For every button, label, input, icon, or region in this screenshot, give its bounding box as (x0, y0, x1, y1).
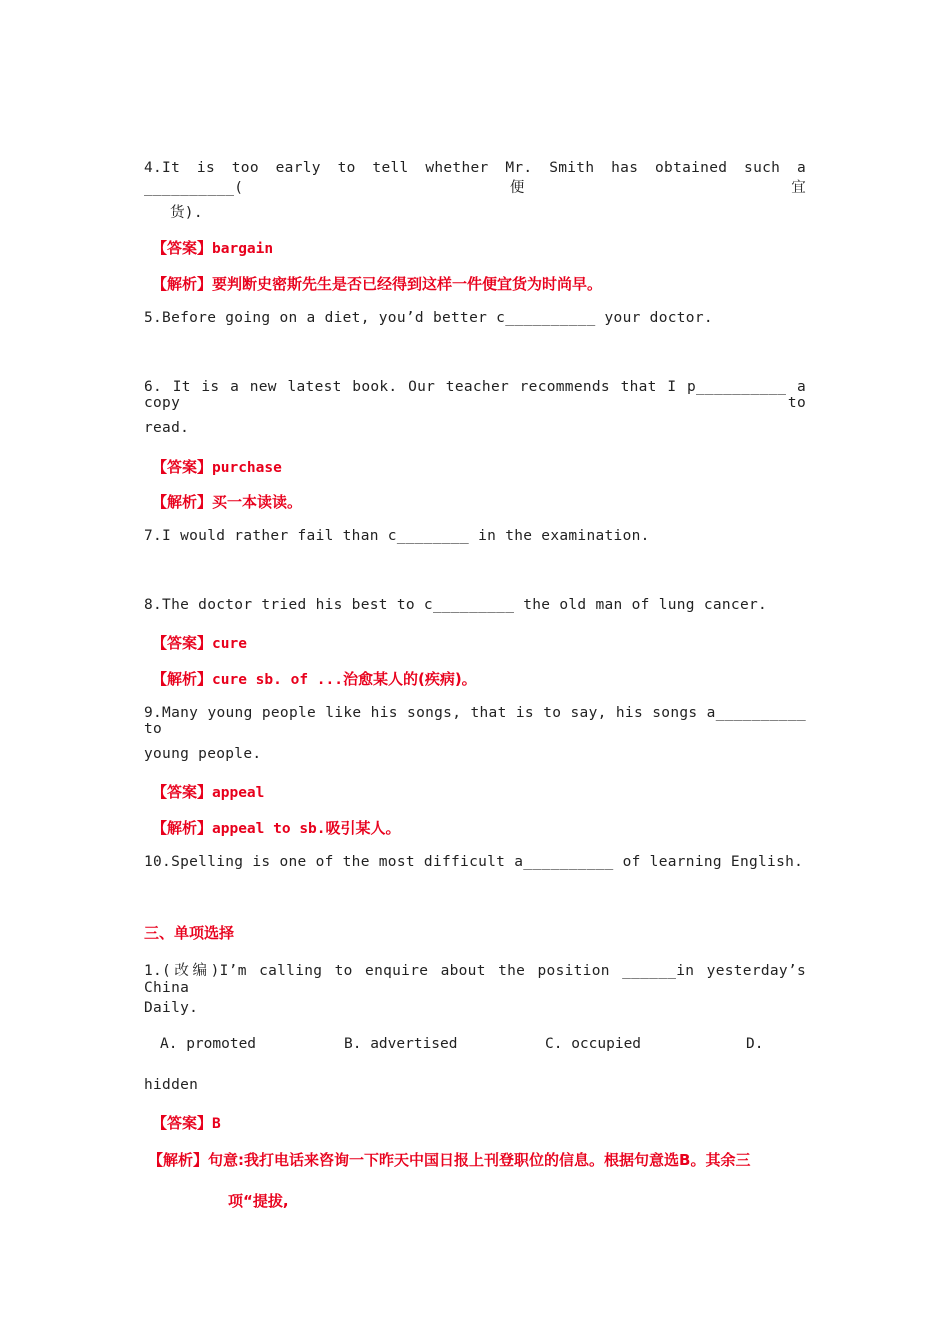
answer-tag: 【答案】 (152, 634, 213, 652)
q6-line2: read. (144, 420, 190, 436)
q4-answer-value: bargain (212, 241, 274, 257)
q9-line2: young people. (144, 746, 262, 762)
mc1-option-d-text: hidden (144, 1077, 199, 1093)
analysis-tag: 【解析】 (152, 275, 213, 293)
q9-analysis (152, 817, 401, 838)
mc1-option-c: C. occupied (545, 1036, 642, 1052)
q9-answer-value: appeal (212, 785, 265, 801)
mc1-analysis (148, 1149, 750, 1170)
answer-tag: 【答案】 (152, 783, 213, 801)
q4-line1: 4.It is too early to tell whether Mr. Smith has obtained such a __________(便宜 (144, 160, 806, 196)
mc1-option-a: A. promoted (160, 1036, 257, 1052)
analysis-tag: 【解析】 (152, 670, 213, 688)
section-title: 三、单项选择 (144, 924, 235, 942)
mc1-line2: Daily. (144, 1000, 199, 1016)
q8-answer (152, 632, 247, 653)
q6-line1: 6. It is a new latest book. Our teacher recommends that I p__________ a copy to (144, 379, 806, 411)
q9-analysis-text: 吸引某人。 (325, 819, 401, 837)
q4-answer (152, 237, 273, 258)
mc1-answer (152, 1112, 221, 1133)
q6-analysis-text: 买一本读读。 (212, 493, 303, 511)
analysis-tag: 【解析】 (152, 493, 213, 511)
analysis-tag: 【解析】 (148, 1151, 209, 1169)
q6-answer-value: purchase (212, 460, 282, 476)
mc1-answer-value: B (212, 1116, 221, 1132)
q5-line1: 5.Before going on a diet, you’d better c__________ your doctor. (144, 310, 713, 326)
q4-line2: 货). (170, 205, 203, 221)
q10-line1: 10.Spelling is one of the most difficult a__________ of learning English. (144, 854, 804, 870)
answer-tag: 【答案】 (152, 458, 213, 476)
q8-analysis (152, 668, 477, 689)
q6-analysis (152, 491, 302, 512)
analysis-tag: 【解析】 (152, 819, 213, 837)
q4-analysis-text: 要判断史密斯先生是否已经得到这样一件便宜货为时尚早。 (212, 275, 603, 293)
mc1-line1: 1.(改编)I’m calling to enquire about the position ______in yesterday’s China (144, 963, 806, 996)
q8-analysis-text: 治愈某人的(疾病)。 (342, 670, 477, 688)
answer-tag: 【答案】 (152, 1114, 213, 1132)
q8-answer-value: cure (212, 636, 247, 652)
q9-analysis-en: appeal to sb. (212, 821, 326, 837)
q8-analysis-en: cure sb. of ... (212, 672, 343, 688)
mc1-analysis-text: 句意:我打电话来咨询一下昨天中国日报上刊登职位的信息。根据句意选B。其余三 (208, 1151, 751, 1169)
q8-line1: 8.The doctor tried his best to c_________ the old man of lung cancer. (144, 597, 768, 613)
q9-answer (152, 781, 264, 802)
mc1-analysis-line2: 项“提拔, (228, 1192, 289, 1210)
q9-line1: 9.Many young people like his songs, that is to say, his songs a__________ to (144, 705, 806, 737)
q6-answer (152, 456, 282, 477)
answer-tag: 【答案】 (152, 239, 213, 257)
q4-analysis (152, 273, 602, 294)
mc1-option-b: B. advertised (344, 1036, 458, 1052)
q7-line1: 7.I would rather fail than c________ in the examination. (144, 528, 650, 544)
mc1-option-d: D. (746, 1036, 764, 1052)
